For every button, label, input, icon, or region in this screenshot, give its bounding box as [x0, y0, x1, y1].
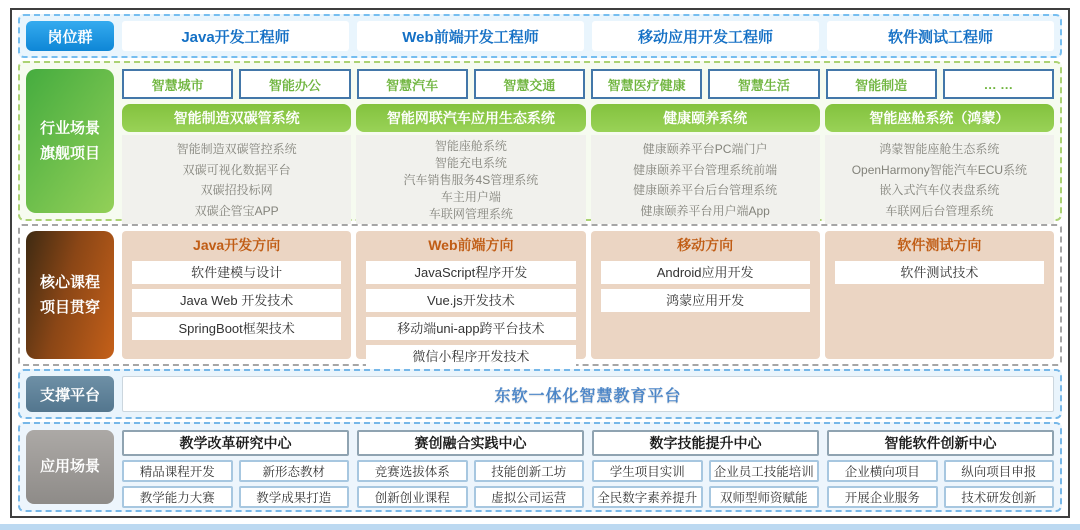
center-item: 企业员工技能培训	[709, 460, 820, 482]
course-col-mobile	[591, 231, 820, 359]
project-item: 车主用户端	[440, 190, 501, 204]
course-track-title: Web前端方向	[428, 237, 514, 253]
course-item: 软件建模与设计	[132, 261, 341, 284]
center-teaching-reform	[122, 430, 349, 504]
project-item: 智能座舱系统	[434, 139, 507, 153]
course-col-testing	[825, 231, 1054, 359]
center-title: 智能软件创新中心	[827, 430, 1054, 456]
chip-ellipsis: … …	[943, 69, 1054, 99]
project-item: 车联网管理系统	[428, 207, 513, 221]
center-item-grid	[357, 460, 584, 508]
center-title: 数字技能提升中心	[592, 430, 819, 456]
center-item: 创新创业课程	[357, 486, 468, 508]
project-item: 健康颐养平台管理系统前端	[633, 162, 778, 177]
center-item: 精品课程开发	[122, 460, 233, 482]
industry-label-line1: 行业场景	[39, 119, 100, 137]
courses-label-line1: 核心课程	[39, 273, 100, 291]
position-web-frontend-engineer: Web前端开发工程师	[357, 21, 584, 51]
project-item: 车联网后台管理系统	[885, 203, 994, 218]
chip-smart-medical: 智慧医疗健康	[591, 69, 702, 99]
chip-smart-traffic: 智慧交通	[474, 69, 585, 99]
positions-list	[122, 21, 1054, 51]
industry-content	[122, 69, 1054, 221]
center-item: 纵向项目申报	[944, 460, 1055, 482]
position-java-engineer: Java开发工程师	[122, 21, 349, 51]
center-software-innovation	[827, 430, 1054, 504]
course-track-title: 移动方向	[677, 237, 734, 253]
course-item: JavaScript程序开发	[366, 261, 575, 284]
project-item: 嵌入式汽车仪表盘系统	[879, 183, 1000, 198]
project-item: 双碳招投标网	[200, 183, 273, 198]
diagram-frame	[10, 8, 1070, 518]
bottom-window-edge	[0, 524, 1080, 530]
project-col-manufacturing	[122, 104, 351, 224]
application-section	[18, 422, 1062, 512]
courses-section	[18, 224, 1062, 366]
center-item: 新形态教材	[239, 460, 350, 482]
center-item: 技术研发创新	[944, 486, 1055, 508]
center-item: 虚拟公司运营	[474, 486, 585, 508]
course-item: Vue.js开发技术	[366, 289, 575, 312]
project-col-health-care	[591, 104, 820, 224]
platform-section	[18, 369, 1062, 419]
course-item: SpringBoot框架技术	[132, 317, 341, 340]
course-item: 软件测试技术	[835, 261, 1044, 284]
course-columns	[122, 231, 1054, 364]
center-digital-skills	[592, 430, 819, 504]
center-item: 教学成果打造	[239, 486, 350, 508]
project-columns	[122, 104, 1054, 224]
center-competition-practice	[357, 430, 584, 504]
chip-smart-life: 智慧生活	[708, 69, 819, 99]
center-item: 企业横向项目	[827, 460, 938, 482]
courses-label-line2: 项目贯穿	[39, 299, 100, 316]
project-item: 智能充电系统	[434, 156, 507, 170]
course-item: 移动端uni-app跨平台技术	[366, 317, 575, 340]
course-track-title: Java开发方向	[193, 237, 281, 253]
position-test-engineer: 软件测试工程师	[827, 21, 1054, 51]
project-item-list	[122, 135, 351, 224]
project-item-list	[825, 135, 1054, 224]
industry-label	[26, 69, 114, 213]
course-col-java	[122, 231, 351, 359]
center-item-grid	[122, 460, 349, 508]
chip-smart-office: 智能办公	[239, 69, 350, 99]
center-item: 全民数字素养提升	[592, 486, 703, 508]
courses-label	[26, 231, 114, 359]
industry-label-line2: 旗舰项目	[39, 145, 100, 162]
project-title: 健康颐养系统	[591, 104, 820, 132]
scenario-chips	[122, 69, 1054, 99]
positions-section	[18, 14, 1062, 58]
project-title: 智能网联汽车应用生态系统	[356, 104, 585, 132]
center-item: 教学能力大赛	[122, 486, 233, 508]
platform-label: 支撑平台	[26, 376, 114, 412]
center-item: 开展企业服务	[827, 486, 938, 508]
application-label: 应用场景	[26, 430, 114, 504]
chip-smart-car: 智慧汽车	[357, 69, 468, 99]
positions-label: 岗位群	[26, 21, 114, 51]
course-track-title: 软件测试方向	[897, 237, 982, 253]
center-title: 教学改革研究中心	[122, 430, 349, 456]
center-item: 双师型师资赋能	[709, 486, 820, 508]
project-item: 健康颐养平台用户端App	[640, 203, 770, 218]
center-item: 竞赛选拔体系	[357, 460, 468, 482]
center-item: 学生项目实训	[592, 460, 703, 482]
project-item: 汽车销售服务4S管理系统	[403, 173, 539, 187]
project-item: OpenHarmony智能汽车ECU系统	[851, 162, 1028, 177]
center-item-grid	[592, 460, 819, 508]
industry-section	[18, 61, 1062, 221]
position-mobile-engineer: 移动应用开发工程师	[592, 21, 819, 51]
center-item: 技能创新工坊	[474, 460, 585, 482]
platform-name: 东软一体化智慧教育平台	[122, 376, 1054, 412]
project-title: 智能制造双碳管系统	[122, 104, 351, 132]
project-item: 鸿蒙智能座舱生态系统	[879, 142, 1000, 157]
chip-smart-city: 智慧城市	[122, 69, 233, 99]
project-item: 健康颐养平台PC端门户	[642, 142, 768, 157]
project-item: 双碳可视化数据平台	[182, 162, 291, 177]
project-col-smart-cockpit	[825, 104, 1054, 224]
project-item: 智能制造双碳管控系统	[176, 142, 297, 157]
center-title: 赛创融合实践中心	[357, 430, 584, 456]
project-item: 双碳企管宝APP	[194, 203, 279, 218]
application-centers	[122, 430, 1054, 504]
center-item-grid	[827, 460, 1054, 508]
project-item-list	[356, 135, 585, 224]
project-item-list	[591, 135, 820, 224]
project-title: 智能座舱系统（鸿蒙）	[825, 104, 1054, 132]
course-item: 微信小程序开发技术	[366, 345, 575, 368]
project-col-connected-car	[356, 104, 585, 224]
course-item: Java Web 开发技术	[132, 289, 341, 312]
course-item: Android应用开发	[601, 261, 810, 284]
course-col-web	[356, 231, 585, 364]
project-item: 健康颐养平台后台管理系统	[633, 183, 778, 198]
chip-smart-manufacturing: 智能制造	[826, 69, 937, 99]
course-item: 鸿蒙应用开发	[601, 289, 810, 312]
